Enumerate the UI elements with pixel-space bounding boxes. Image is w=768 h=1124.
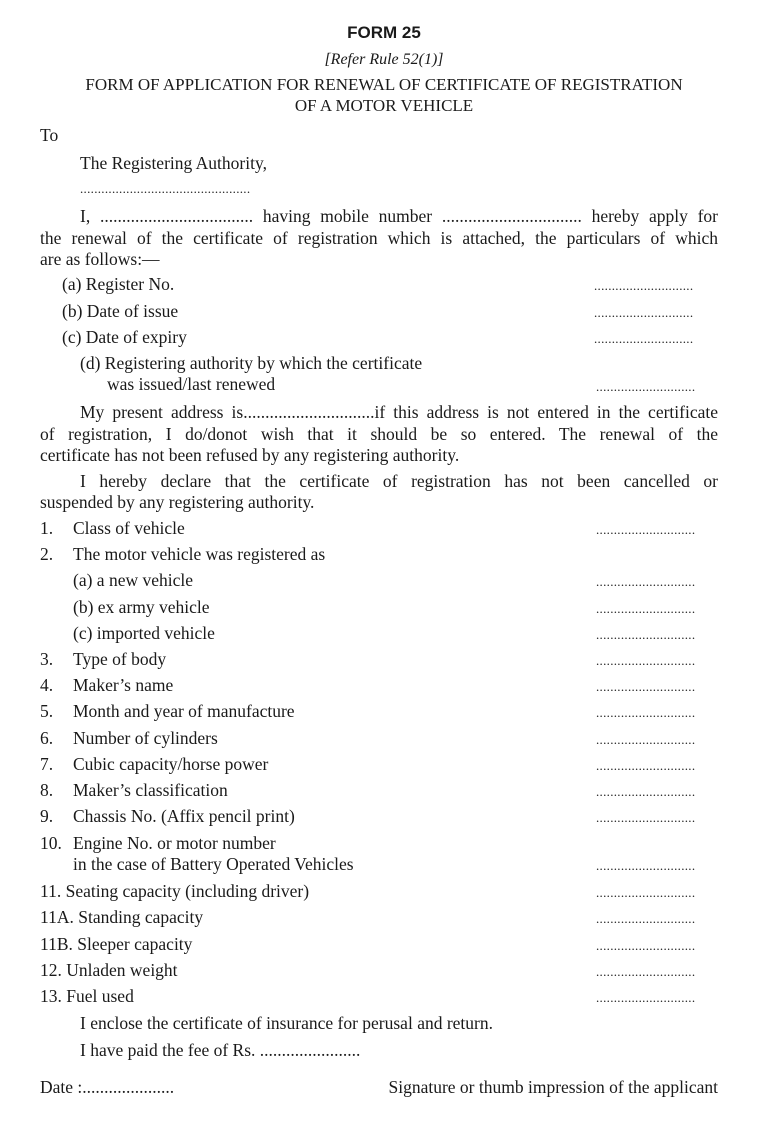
- form-title-line2: OF A MOTOR VEHICLE: [294, 96, 474, 115]
- fill-in-blank[interactable]: ............................: [596, 574, 696, 590]
- fill-in-blank[interactable]: ............................: [596, 810, 696, 826]
- fill-in-blank[interactable]: ............................: [594, 304, 694, 320]
- intro-line3: are as follows:—: [40, 249, 160, 269]
- fill-in-blank[interactable]: ............................: [594, 278, 694, 293]
- insurance-statement: I enclose the certificate of insurance for perusal and return.: [80, 1013, 493, 1033]
- fill-in-blank[interactable]: ............................: [596, 911, 696, 927]
- rule-reference: [Refer Rule 52(1)]: [324, 51, 444, 68]
- particular-d-blank[interactable]: ............................: [596, 379, 696, 394]
- fill-in-blank[interactable]: ............................: [596, 600, 696, 616]
- authority-label: The Registering Authority,: [80, 153, 267, 173]
- fill-in-blank[interactable]: ............................: [596, 522, 696, 537]
- item-label: 12. Unladen weight: [40, 959, 178, 980]
- item-label: (a) Register No.: [62, 274, 175, 294]
- item-label: Class of vehicle: [73, 518, 185, 538]
- item-label: Chassis No. (Affix pencil print): [73, 806, 295, 827]
- intro-line2: the renewal of the certificate of registration which is attached, the particulars of which: [40, 228, 718, 248]
- item-number: 6.: [40, 727, 54, 748]
- item-label: (b) Date of issue: [62, 300, 179, 321]
- declaration-line2: suspended by any registering authority.: [40, 492, 315, 512]
- declaration-line1: I hereby declare that the certificate of registration has not been cancelled or: [80, 471, 718, 491]
- fill-in-blank[interactable]: ............................: [596, 653, 696, 668]
- fill-in-blank[interactable]: ............................: [594, 331, 694, 346]
- signature-label: Signature or thumb impression of the applicant: [388, 1077, 718, 1097]
- item-number: 7.: [40, 753, 54, 774]
- fill-in-blank[interactable]: ............................: [596, 784, 696, 799]
- item-number: 2.: [40, 544, 54, 565]
- intro-line1: I, ................................... having mobile number ................................ hereby apply for: [80, 206, 718, 226]
- item-label: (c) imported vehicle: [73, 622, 215, 643]
- form-title-line1: FORM OF APPLICATION FOR RENEWAL OF CERTIFICATE OF REGISTRATION: [85, 75, 683, 94]
- fill-in-blank[interactable]: ............................: [596, 626, 696, 642]
- item-label: Month and year of manufacture: [73, 701, 295, 722]
- authority-blank[interactable]: ................................................: [80, 181, 251, 196]
- particular-d-line2: was issued/last renewed: [107, 374, 276, 394]
- item-label: The motor vehicle was registered as: [73, 544, 326, 565]
- item-number: 8.: [40, 780, 54, 800]
- item-number: 3.: [40, 649, 54, 669]
- address-para-line1: My present address is..............................if this address is not entered in the certificate: [80, 402, 718, 422]
- item-label: Cubic capacity/horse power: [73, 753, 269, 774]
- item-number: 9.: [40, 806, 54, 827]
- item-label: 11. Seating capacity (including driver): [40, 881, 310, 901]
- address-para-line2: of registration, I do/donot wish that it should be so entered. The renewal of the: [40, 424, 718, 444]
- item10-blank[interactable]: ............................: [596, 858, 696, 873]
- item10-line1: Engine No. or motor number: [73, 833, 276, 853]
- item-label: 11B. Sleeper capacity: [40, 933, 193, 954]
- item-label: (a) a new vehicle: [73, 570, 193, 591]
- item-number: 10.: [40, 833, 62, 853]
- item-label: 13. Fuel used: [40, 986, 134, 1007]
- item-label: Number of cylinders: [73, 727, 218, 748]
- item-label: Type of body: [73, 649, 167, 669]
- item10-line2: in the case of Battery Operated Vehicles: [73, 854, 354, 874]
- item-label: Maker’s name: [73, 675, 174, 696]
- item-number: 4.: [40, 675, 54, 696]
- form-number: FORM 25: [347, 23, 421, 42]
- to-label: To: [40, 125, 59, 145]
- fill-in-blank[interactable]: ............................: [596, 757, 696, 773]
- fill-in-blank[interactable]: ............................: [596, 705, 696, 721]
- item-label: (c) Date of expiry: [62, 327, 187, 347]
- address-para-line3: certificate has not been refused by any registering authority.: [40, 445, 460, 465]
- fee-statement: I have paid the fee of Rs. .......................: [80, 1040, 361, 1060]
- fill-in-blank[interactable]: ............................: [596, 731, 696, 747]
- date-field[interactable]: Date :.....................: [40, 1077, 175, 1097]
- item-label: (b) ex army vehicle: [73, 596, 210, 617]
- item-label: 11A. Standing capacity: [40, 907, 204, 928]
- fill-in-blank[interactable]: ............................: [596, 885, 696, 900]
- item-number: 5.: [40, 701, 54, 722]
- fill-in-blank[interactable]: ............................: [596, 937, 696, 953]
- particular-d-line1: (d) Registering authority by which the certificate: [80, 353, 423, 373]
- fill-in-blank[interactable]: ............................: [596, 679, 696, 695]
- fill-in-blank[interactable]: ............................: [596, 963, 696, 979]
- fill-in-blank[interactable]: ............................: [596, 990, 696, 1006]
- item-number: 1.: [40, 518, 54, 538]
- item-label: Maker’s classification: [73, 780, 228, 800]
